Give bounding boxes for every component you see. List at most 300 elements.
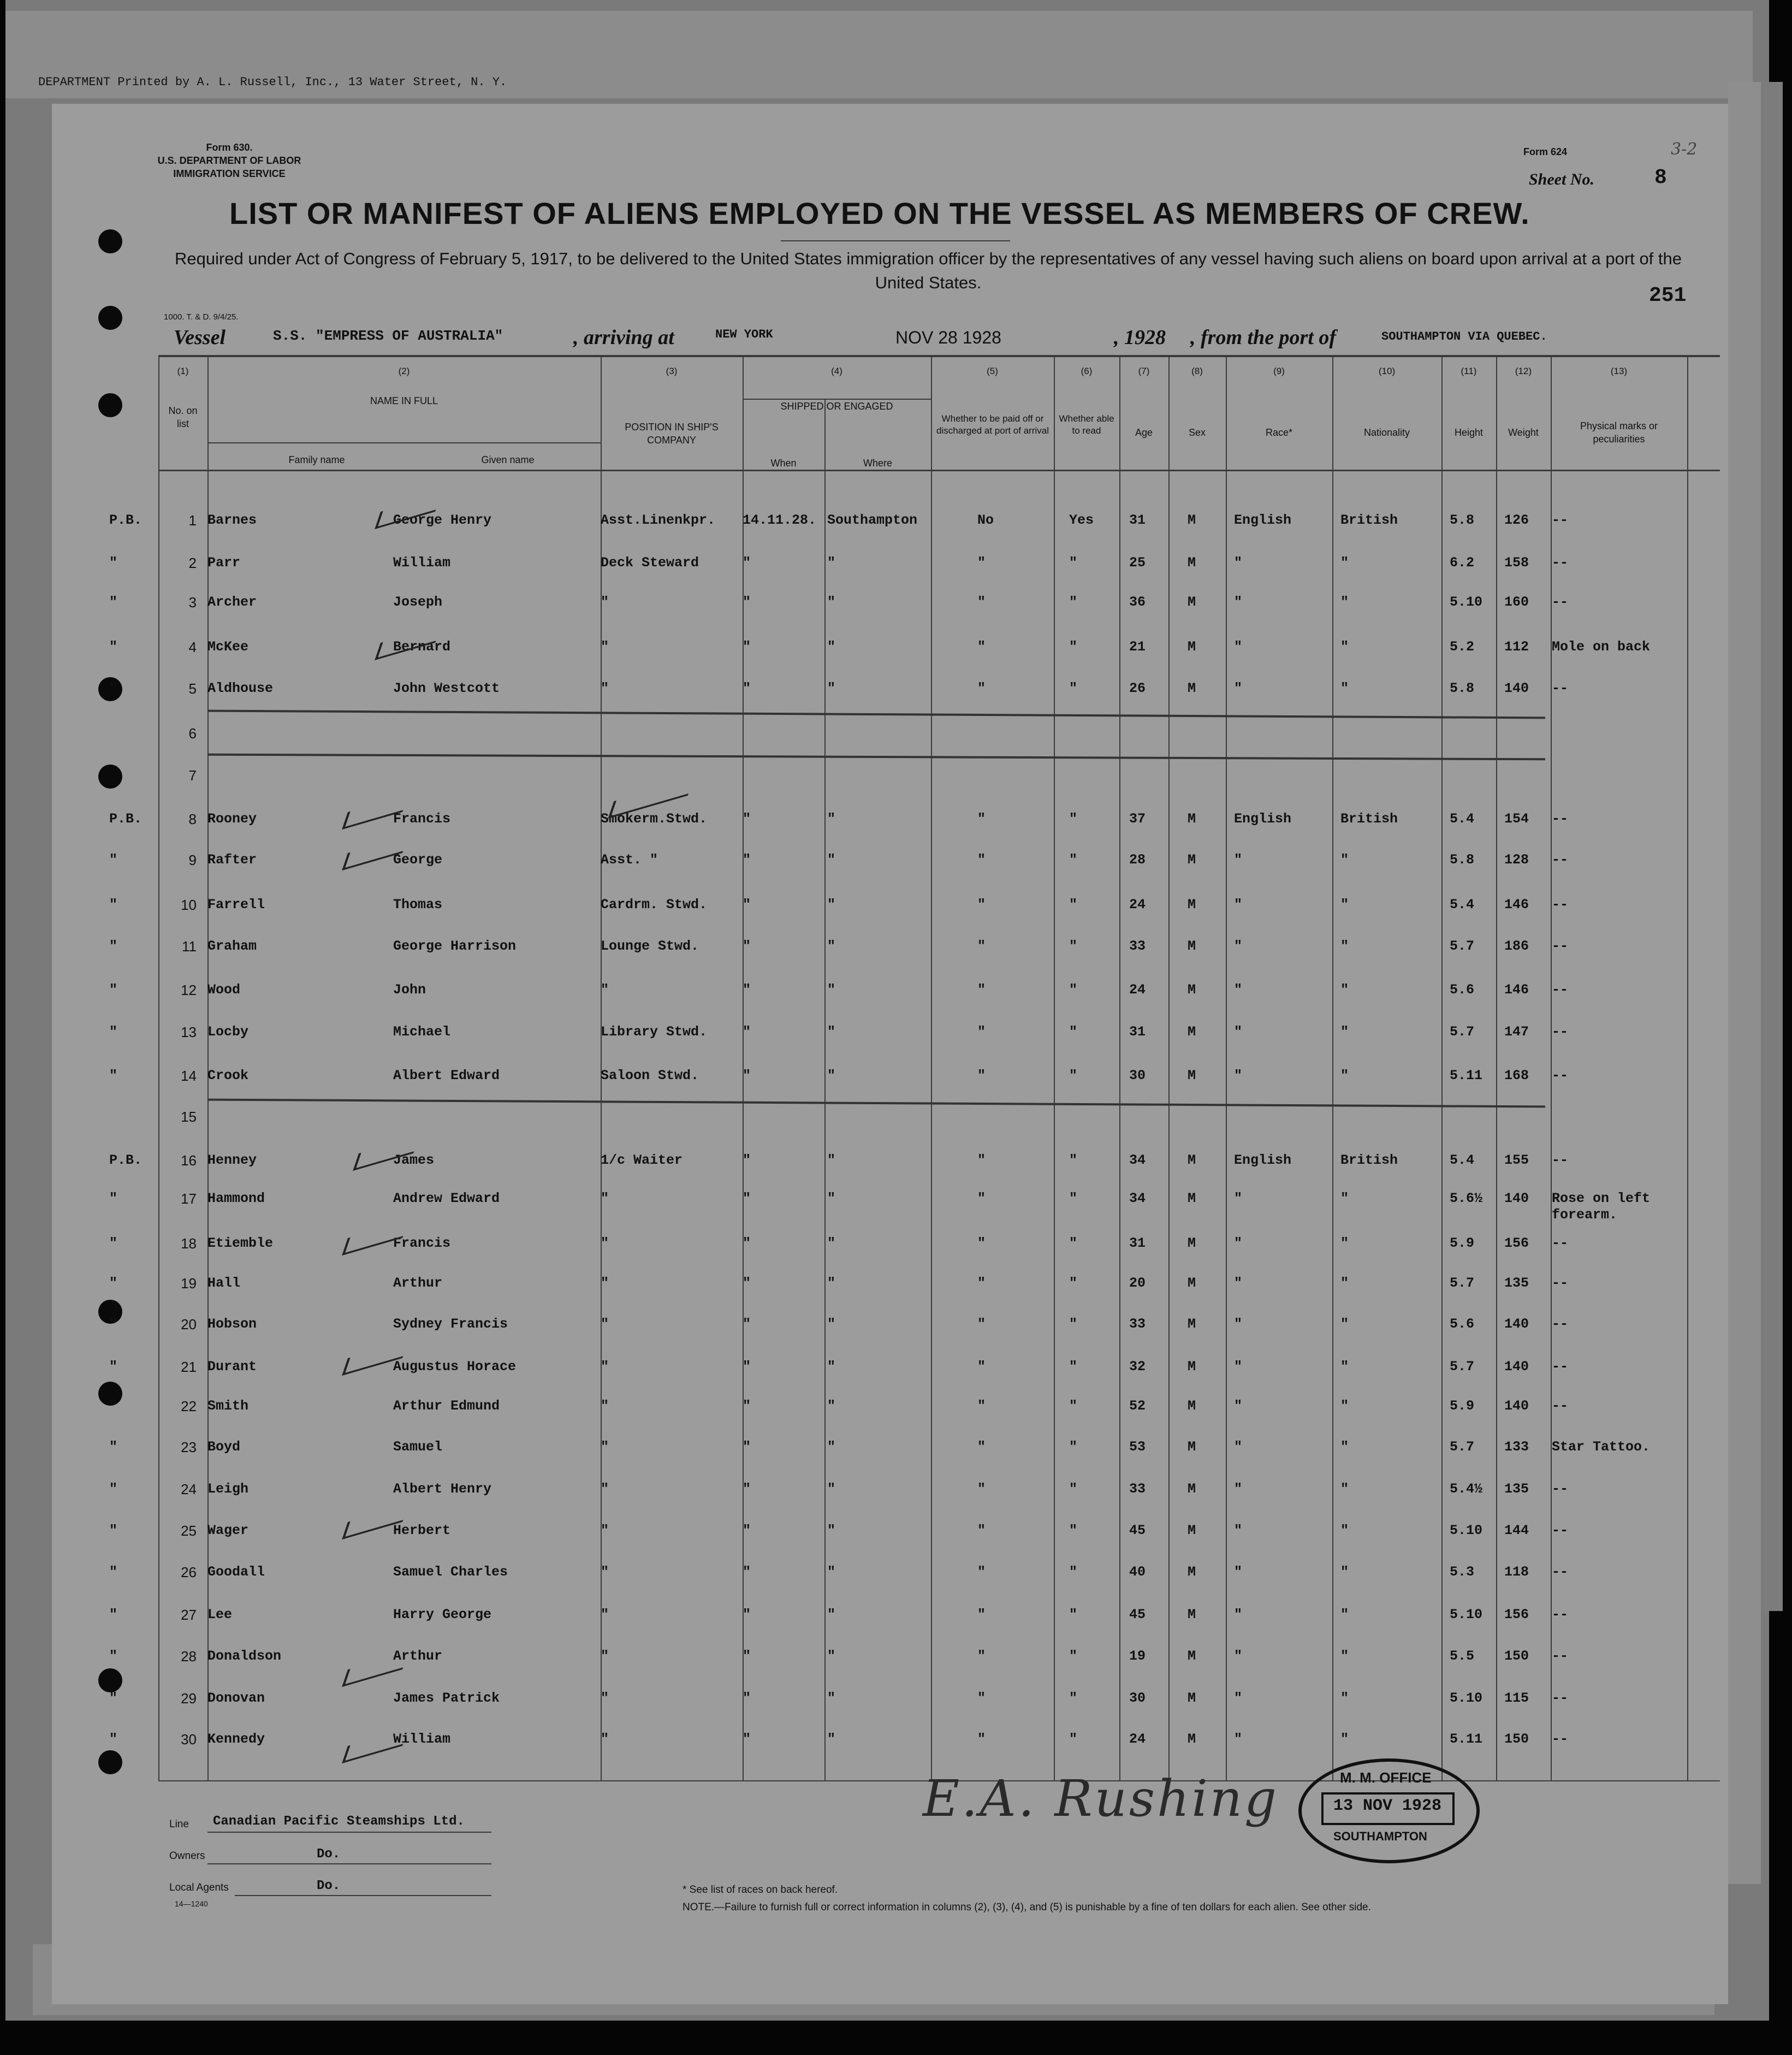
col-header-sex: Sex — [1188, 427, 1206, 438]
cell-height: 5.8 — [1450, 852, 1475, 868]
cell-height: 5.5 — [1450, 1648, 1475, 1664]
cell-able-to-read: " — [1069, 1359, 1078, 1375]
cell-family-name: Parr — [207, 555, 241, 571]
cell-age: 36 — [1129, 594, 1146, 610]
row-number: 24 — [181, 1481, 197, 1497]
cell-nationality: " — [1340, 1564, 1349, 1580]
cell-height: 5.9 — [1450, 1398, 1475, 1414]
cell-physical-marks: -- — [1552, 1275, 1569, 1291]
cell-sex: M — [1188, 852, 1196, 868]
cell-paid-off: No — [977, 512, 994, 528]
col-divider — [824, 399, 826, 1780]
cell-able-to-read: " — [1069, 594, 1078, 610]
cell-shipped-where: " — [827, 1152, 836, 1168]
cell-shipped-when: " — [743, 1152, 751, 1168]
cell-nationality: " — [1340, 1439, 1349, 1455]
cell-prefix: " — [109, 1024, 118, 1040]
cell-race: " — [1234, 1275, 1243, 1291]
cell-height: 5.4 — [1450, 811, 1475, 827]
cell-family-name: Wager — [207, 1523, 249, 1538]
cell-weight: 156 — [1504, 1607, 1529, 1622]
col-header-shipped: SHIPPED OR ENGAGED — [780, 401, 893, 412]
sheet-no-value: 8 — [1654, 166, 1667, 189]
page-subtitle: Required under Act of Congress of February 5, 1917, to be delivered to the United States immigration officer by the representatives of any vessel having such aliens on board upon arrival at a port of the United States. — [174, 249, 1682, 292]
cell-physical-marks: -- — [1552, 1152, 1569, 1168]
cell-shipped-where: " — [827, 1523, 836, 1538]
cell-prefix: " — [109, 1523, 118, 1538]
cell-age: 53 — [1129, 1439, 1146, 1455]
cell-prefix: " — [109, 1690, 118, 1706]
cell-race: " — [1234, 1359, 1243, 1375]
cell-given-name: Andrew Edward — [393, 1191, 500, 1206]
cell-race: " — [1234, 1398, 1243, 1414]
row-number: 11 — [182, 938, 197, 955]
cell-age: 24 — [1129, 982, 1146, 998]
cell-prefix: " — [109, 639, 118, 655]
cell-height: 5.10 — [1450, 594, 1483, 610]
cell-shipped-when: " — [743, 852, 751, 868]
cell-family-name: Donaldson — [207, 1648, 282, 1664]
cell-sex: M — [1188, 1648, 1196, 1664]
cell-age: 21 — [1129, 639, 1146, 655]
col-header-given: Given name — [481, 454, 535, 465]
cell-physical-marks: Rose on left forearm. — [1552, 1191, 1651, 1223]
cell-prefix: " — [109, 1191, 118, 1206]
cell-shipped-where: " — [827, 852, 836, 868]
cell-physical-marks: -- — [1552, 555, 1569, 571]
binder-hole — [98, 1668, 122, 1692]
cell-prefix: " — [109, 1648, 118, 1664]
row-number: 30 — [181, 1731, 197, 1748]
cell-able-to-read: " — [1069, 1316, 1078, 1332]
cell-age: 34 — [1129, 1152, 1146, 1168]
cell-paid-off: " — [977, 1607, 986, 1622]
cell-physical-marks: -- — [1552, 1564, 1569, 1580]
cell-height: 5.7 — [1450, 1024, 1475, 1040]
row-number: 6 — [188, 725, 197, 742]
cell-position: " — [601, 1648, 609, 1664]
cell-weight: 135 — [1504, 1481, 1529, 1497]
cell-age: 28 — [1129, 852, 1146, 868]
col-header-age: Age — [1135, 427, 1153, 438]
row-number: 9 — [188, 852, 197, 868]
cell-prefix: " — [109, 1607, 118, 1622]
cell-prefix: " — [109, 1731, 118, 1747]
cell-paid-off: " — [977, 594, 986, 610]
name-subheader-rule — [207, 442, 601, 443]
col-num: (8) — [1191, 366, 1203, 376]
cell-sex: M — [1188, 811, 1196, 827]
cell-given-name: Sydney Francis — [393, 1316, 508, 1332]
col-num: (4) — [831, 366, 842, 376]
cell-nationality: " — [1340, 680, 1349, 696]
cell-given-name: Harry George — [393, 1607, 492, 1622]
cell-position: Asst. " — [601, 852, 658, 868]
cell-given-name: William — [393, 555, 451, 571]
cell-given-name: Samuel — [393, 1439, 443, 1455]
cell-prefix: " — [109, 1398, 118, 1414]
cell-prefix: P.B. — [109, 512, 143, 528]
cell-physical-marks: -- — [1552, 1068, 1569, 1083]
cell-prefix: " — [109, 1439, 118, 1455]
cell-able-to-read: " — [1069, 1564, 1078, 1580]
cell-race: " — [1234, 982, 1243, 998]
cell-given-name: George Harrison — [393, 938, 517, 954]
cell-prefix: " — [109, 1481, 118, 1497]
cell-prefix: " — [109, 1564, 118, 1580]
cell-height: 5.7 — [1450, 938, 1475, 954]
col-num: (10) — [1378, 366, 1396, 376]
cell-physical-marks: -- — [1552, 1024, 1569, 1040]
cell-nationality: " — [1340, 594, 1349, 610]
cell-family-name: Archer — [207, 594, 257, 610]
right-sheet-edge-outer — [1761, 82, 1783, 1611]
cell-given-name: Michael — [393, 1024, 451, 1040]
cell-family-name: Kennedy — [207, 1731, 265, 1747]
cell-family-name: Etiemble — [207, 1235, 274, 1251]
cell-weight: 186 — [1504, 938, 1529, 954]
cell-prefix: " — [109, 938, 118, 954]
cell-able-to-read: " — [1069, 1690, 1078, 1706]
cell-position: Asst.Linenkpr. — [601, 512, 716, 528]
cell-sex: M — [1188, 982, 1196, 998]
cell-able-to-read: " — [1069, 897, 1078, 913]
binder-hole — [98, 1750, 122, 1774]
cell-shipped-when: " — [743, 555, 751, 571]
cell-physical-marks: -- — [1552, 938, 1569, 954]
col-divider — [931, 355, 932, 1780]
cell-nationality: " — [1340, 1481, 1349, 1497]
cell-position: " — [601, 594, 609, 610]
cell-position: " — [601, 1359, 609, 1375]
cell-family-name: Hall — [207, 1275, 241, 1291]
cell-given-name: Francis — [393, 1235, 451, 1251]
cell-able-to-read: " — [1069, 938, 1078, 954]
cell-age: 30 — [1129, 1068, 1146, 1083]
cell-shipped-where: " — [827, 1439, 836, 1455]
cell-paid-off: " — [977, 1024, 986, 1040]
cell-age: 45 — [1129, 1523, 1146, 1538]
cell-race: " — [1234, 1316, 1243, 1332]
cell-nationality: " — [1340, 1731, 1349, 1747]
cell-given-name: Francis — [393, 811, 451, 827]
cell-able-to-read: " — [1069, 1068, 1078, 1083]
cell-nationality: " — [1340, 1648, 1349, 1664]
cell-paid-off: " — [977, 1068, 986, 1083]
cell-shipped-where: " — [827, 1068, 836, 1083]
cell-physical-marks: -- — [1552, 1523, 1569, 1538]
cell-family-name: Henney — [207, 1152, 257, 1168]
cell-physical-marks: -- — [1552, 680, 1569, 696]
row-number: 26 — [181, 1564, 197, 1580]
cell-position: " — [601, 1607, 609, 1622]
cell-height: 5.4½ — [1450, 1481, 1483, 1497]
row-number: 15 — [181, 1109, 197, 1125]
cell-paid-off: " — [977, 982, 986, 998]
row-number: 25 — [181, 1523, 197, 1539]
local-agents-label: Local Agents — [169, 1882, 229, 1893]
printer-line: DEPARTMENT Printed by A. L. Russell, Inc., 13 Water Street, N. Y. — [38, 75, 507, 89]
row-number: 29 — [181, 1690, 197, 1707]
stamp-date: 13 NOV 1928 — [1333, 1797, 1442, 1815]
cell-family-name: Leigh — [207, 1481, 249, 1497]
cell-shipped-where: " — [827, 1731, 836, 1747]
cell-sex: M — [1188, 1235, 1196, 1251]
cell-weight: 150 — [1504, 1648, 1529, 1664]
cell-age: 20 — [1129, 1275, 1146, 1291]
cell-sex: M — [1188, 1152, 1196, 1168]
cell-age: 24 — [1129, 1731, 1146, 1747]
cell-physical-marks: -- — [1552, 1398, 1569, 1414]
cell-position: " — [601, 1275, 609, 1291]
cell-position: Lounge Stwd. — [601, 938, 699, 954]
row-number: 2 — [188, 555, 197, 571]
cell-shipped-when: " — [743, 1191, 751, 1206]
right-sheet-edge — [1728, 82, 1761, 1884]
col-divider — [1054, 355, 1055, 1780]
cell-family-name: Graham — [207, 938, 257, 954]
cell-nationality: " — [1340, 1359, 1349, 1375]
cell-weight: 154 — [1504, 811, 1529, 827]
cell-sex: M — [1188, 639, 1196, 655]
cell-nationality: " — [1340, 1316, 1349, 1332]
cell-paid-off: " — [977, 1191, 986, 1206]
cell-family-name: Boyd — [207, 1439, 241, 1455]
footer-rule — [207, 1863, 491, 1864]
cell-shipped-where: " — [827, 1607, 836, 1622]
cell-position: " — [601, 1481, 609, 1497]
cell-shipped-where: " — [827, 811, 836, 827]
cell-prefix: " — [109, 1068, 118, 1083]
cell-paid-off: " — [977, 1235, 986, 1251]
line-value: Canadian Pacific Steamships Ltd. — [213, 1814, 465, 1829]
col-header-no: No. on list — [168, 405, 198, 429]
cell-weight: 146 — [1504, 982, 1529, 998]
cell-weight: 112 — [1504, 639, 1529, 655]
cell-weight: 140 — [1504, 680, 1529, 696]
cell-able-to-read: " — [1069, 1607, 1078, 1622]
col-header-where: Where — [863, 458, 892, 469]
cell-paid-off: " — [977, 1398, 986, 1414]
cell-sex: M — [1188, 1690, 1196, 1706]
cell-position: " — [601, 982, 609, 998]
cell-paid-off: " — [977, 897, 986, 913]
cell-paid-off: " — [977, 680, 986, 696]
col-num: (13) — [1610, 366, 1628, 376]
cell-shipped-where: " — [827, 1564, 836, 1580]
cell-family-name: Hobson — [207, 1316, 257, 1332]
cell-race: English — [1234, 512, 1292, 528]
cell-sex: M — [1188, 1191, 1196, 1206]
cell-shipped-when: " — [743, 1564, 751, 1580]
cell-height: 5.3 — [1450, 1564, 1475, 1580]
col-header-read: Whether able to read — [1059, 413, 1114, 436]
cell-race: " — [1234, 1024, 1243, 1040]
cell-family-name: Barnes — [207, 512, 257, 528]
cell-sex: M — [1188, 512, 1196, 528]
cell-given-name: George Henry — [393, 512, 492, 528]
cell-sex: M — [1188, 1607, 1196, 1622]
row-number: 19 — [181, 1275, 197, 1292]
cell-prefix: " — [109, 1275, 118, 1291]
cell-weight: 135 — [1504, 1275, 1529, 1291]
row-number: 5 — [188, 680, 197, 697]
cell-sex: M — [1188, 1398, 1196, 1414]
cell-prefix: P.B. — [109, 811, 143, 827]
cell-physical-marks: -- — [1552, 1481, 1569, 1497]
cell-prefix: " — [109, 1359, 118, 1375]
cell-sex: M — [1188, 594, 1196, 610]
cell-weight: 140 — [1504, 1359, 1529, 1375]
cell-height: 5.4 — [1450, 897, 1475, 913]
col-divider — [1496, 355, 1497, 1780]
cell-age: 33 — [1129, 1316, 1146, 1332]
cell-sex: M — [1188, 1564, 1196, 1580]
officer-signature: E.A. Rushing — [923, 1769, 1279, 1828]
cell-shipped-when: " — [743, 1523, 751, 1538]
cell-able-to-read: " — [1069, 982, 1078, 998]
title-rule — [781, 240, 1010, 241]
cell-position: Library Stwd. — [601, 1024, 708, 1040]
table-header-border — [158, 470, 1720, 471]
cell-age: 40 — [1129, 1564, 1146, 1580]
row-number: 21 — [181, 1359, 197, 1375]
cell-sex: M — [1188, 1439, 1196, 1455]
cell-physical-marks: -- — [1552, 852, 1569, 868]
cell-weight: 146 — [1504, 897, 1529, 913]
cell-weight: 128 — [1504, 852, 1529, 868]
cell-weight: 140 — [1504, 1191, 1529, 1206]
cell-shipped-when: " — [743, 1439, 751, 1455]
row-number: 17 — [181, 1191, 197, 1207]
cell-physical-marks: -- — [1552, 1731, 1569, 1747]
cell-race: " — [1234, 1690, 1243, 1706]
cell-age: 34 — [1129, 1191, 1146, 1206]
row-number: 12 — [181, 982, 197, 998]
cell-family-name: Hammond — [207, 1191, 265, 1206]
cell-height: 5.6½ — [1450, 1191, 1483, 1206]
row-number: 23 — [181, 1439, 197, 1455]
cell-able-to-read: " — [1069, 1398, 1078, 1414]
cell-given-name: Augustus Horace — [393, 1359, 517, 1375]
cell-nationality: " — [1340, 639, 1349, 655]
cell-shipped-where: " — [827, 897, 836, 913]
row-number: 18 — [181, 1235, 197, 1252]
cell-given-name: James — [393, 1152, 435, 1168]
cell-shipped-where: " — [827, 1191, 836, 1206]
cell-height: 5.6 — [1450, 1316, 1475, 1332]
cell-prefix: " — [109, 555, 118, 571]
cell-age: 33 — [1129, 1481, 1146, 1497]
cell-weight: 118 — [1504, 1564, 1529, 1580]
cell-paid-off: " — [977, 938, 986, 954]
cell-physical-marks: Mole on back — [1552, 639, 1651, 655]
cell-nationality: " — [1340, 1068, 1349, 1083]
cell-weight: 144 — [1504, 1523, 1529, 1538]
cell-position: " — [601, 1731, 609, 1747]
cell-shipped-when: " — [743, 982, 751, 998]
cell-given-name: Samuel Charles — [393, 1564, 508, 1580]
cell-paid-off: " — [977, 1275, 986, 1291]
cell-weight: 115 — [1504, 1690, 1529, 1706]
cell-age: 31 — [1129, 512, 1146, 528]
cell-given-name: Joseph — [393, 594, 443, 610]
manifest-sheet — [52, 104, 1728, 2004]
cell-shipped-when: " — [743, 1481, 751, 1497]
cell-position: Cardrm. Stwd. — [601, 897, 708, 913]
cell-shipped-where: " — [827, 982, 836, 998]
cell-given-name: Albert Henry — [393, 1481, 492, 1497]
binder-hole — [98, 306, 122, 330]
cell-age: 31 — [1129, 1024, 1146, 1040]
cell-shipped-when: 14.11.28. — [743, 512, 817, 528]
cell-height: 5.7 — [1450, 1275, 1475, 1291]
cell-shipped-where: " — [827, 1690, 836, 1706]
cell-prefix: " — [109, 1235, 118, 1251]
cell-family-name: Rafter — [207, 852, 257, 868]
cell-nationality: " — [1340, 938, 1349, 954]
cell-prefix: P.B. — [109, 1152, 143, 1168]
cell-able-to-read: " — [1069, 1191, 1078, 1206]
cell-prefix: " — [109, 680, 118, 696]
row-number: 22 — [181, 1398, 197, 1414]
cell-sex: M — [1188, 680, 1196, 696]
cell-position: " — [601, 639, 609, 655]
cell-family-name: Smith — [207, 1398, 249, 1414]
cell-shipped-where: " — [827, 1359, 836, 1375]
cell-family-name: Aldhouse — [207, 680, 274, 696]
cell-weight: 160 — [1504, 594, 1529, 610]
cell-height: 5.6 — [1450, 982, 1475, 998]
cell-nationality: British — [1340, 1152, 1398, 1168]
row-number: 20 — [181, 1316, 197, 1333]
cell-prefix: " — [109, 982, 118, 998]
cell-height: 5.4 — [1450, 1152, 1475, 1168]
cell-race: " — [1234, 1068, 1243, 1083]
row-number: 7 — [188, 767, 197, 784]
cell-shipped-when: " — [743, 1024, 751, 1040]
cell-shipped-where: " — [827, 1024, 836, 1040]
penalty-note: NOTE.—Failure to furnish full or correct information in columns (2), (3), (4), and (5) is punishable by a fine of ten dollars for each alien. See other side. — [683, 1902, 1371, 1913]
binder-hole — [98, 229, 122, 253]
col-num: (1) — [177, 366, 189, 376]
cell-position: " — [601, 1439, 609, 1455]
cell-shipped-when: " — [743, 1398, 751, 1414]
cell-shipped-when: " — [743, 1275, 751, 1291]
cell-race: " — [1234, 680, 1243, 696]
cell-prefix: " — [109, 594, 118, 610]
cell-able-to-read: " — [1069, 680, 1078, 696]
cell-family-name: Goodall — [207, 1564, 265, 1580]
cell-race: " — [1234, 852, 1243, 868]
cell-height: 5.2 — [1450, 639, 1475, 655]
cell-able-to-read: Yes — [1069, 512, 1094, 528]
cell-nationality: " — [1340, 555, 1349, 571]
stamp-top-text: M. M. OFFICE — [1340, 1769, 1432, 1786]
cell-height: 5.8 — [1450, 680, 1475, 696]
cell-position: " — [601, 1564, 609, 1580]
cell-given-name: Thomas — [393, 897, 443, 913]
form-number-left: Form 630. — [206, 142, 253, 153]
footer-rule — [235, 1895, 491, 1896]
cell-paid-off: " — [977, 1439, 986, 1455]
col-header-weight: Weight — [1508, 427, 1539, 438]
col-header-nationality: Nationality — [1363, 427, 1410, 438]
col-divider — [158, 355, 159, 1780]
row-number: 13 — [181, 1024, 197, 1040]
cell-race: " — [1234, 555, 1243, 571]
page-title: LIST OR MANIFEST OF ALIENS EMPLOYED ON THE VESSEL AS MEMBERS OF CREW. — [229, 196, 1530, 230]
